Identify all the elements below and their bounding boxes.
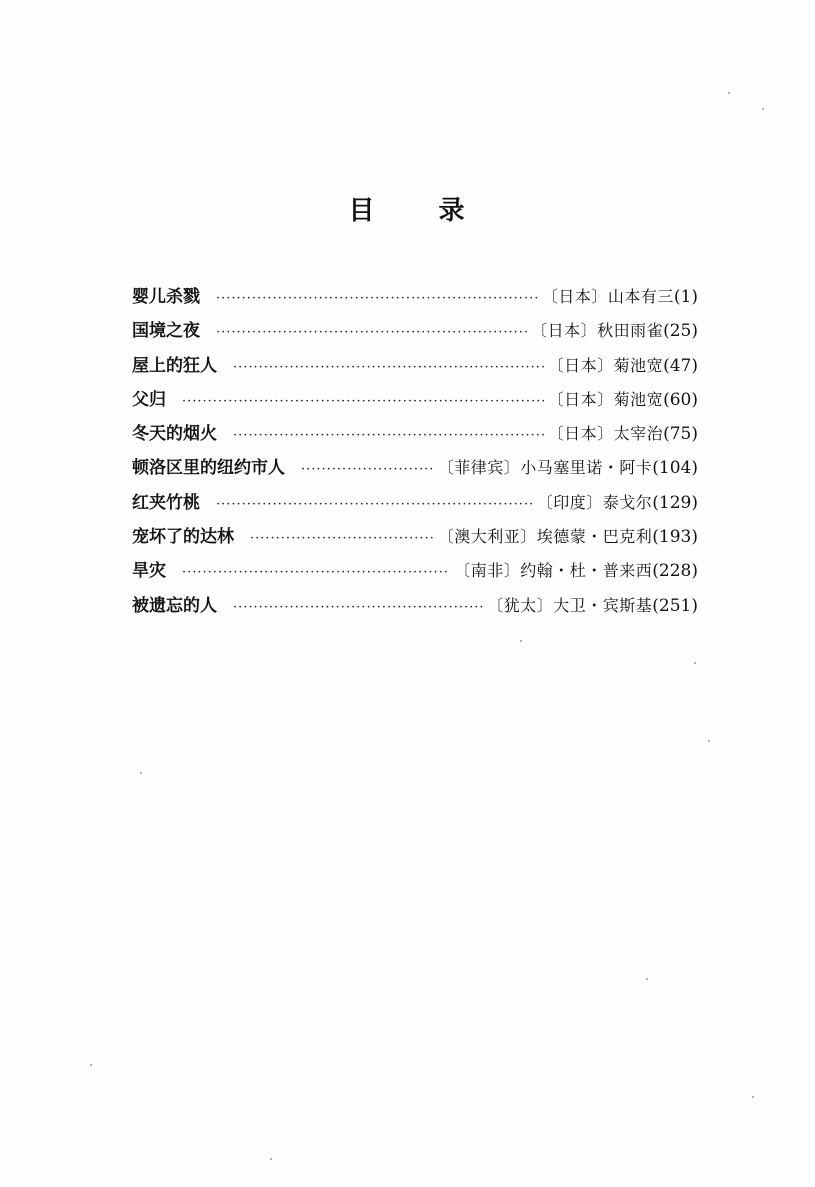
toc-entry-author: 〔日本〕菊池宽 — [547, 355, 664, 375]
table-of-contents — [132, 283, 698, 626]
toc-entry-author: 〔菲律宾〕小马塞里诺・阿卡 — [437, 458, 653, 478]
toc-leader-dots — [233, 422, 544, 450]
scan-speck — [520, 640, 522, 642]
toc-entry-title: 被遗忘的人 — [132, 595, 217, 616]
toc-entry-author: 〔日本〕菊池宽 — [547, 389, 664, 409]
toc-entry-author: 〔日本〕秋田雨雀 — [531, 321, 664, 341]
toc-entry[interactable] — [132, 283, 698, 317]
scan-speck — [728, 92, 730, 94]
toc-leader-dots — [233, 354, 544, 382]
toc-entry-page: (193) — [652, 527, 698, 548]
toc-entry-author: 〔南非〕约翰・杜・普来西 — [454, 561, 653, 581]
toc-entry-title: 宠坏了的达林 — [132, 527, 234, 548]
scan-speck — [694, 662, 696, 664]
scan-speck — [752, 1096, 754, 1098]
title-char-right: 录 — [438, 196, 467, 226]
toc-leader-dots — [301, 456, 434, 484]
scan-speck — [270, 1158, 272, 1160]
toc-entry-page: (251) — [652, 595, 698, 616]
toc-leader-dots — [216, 285, 538, 313]
toc-entry-page: (1) — [673, 287, 698, 307]
toc-entry[interactable] — [132, 420, 698, 454]
toc-entry-author: 〔日本〕太宰治 — [547, 424, 664, 444]
toc-entry-title: 旱灾 — [132, 561, 166, 582]
toc-entry[interactable] — [132, 557, 698, 591]
toc-entry[interactable] — [132, 592, 698, 626]
toc-entry-title: 冬天的烟火 — [132, 424, 217, 445]
toc-entry[interactable] — [132, 489, 698, 523]
toc-entry[interactable] — [132, 523, 698, 557]
toc-entry-title: 父归 — [132, 389, 166, 410]
scan-speck — [140, 772, 142, 774]
toc-entry-author: 〔犹太〕大卫・宾斯基 — [487, 595, 653, 615]
toc-entry-page: (60) — [663, 389, 698, 410]
toc-entry-page: (25) — [663, 321, 698, 342]
toc-entry-page: (75) — [663, 424, 698, 445]
toc-entry-author: 〔澳大利亚〕埃德蒙・巴克利 — [437, 527, 653, 547]
toc-leader-dots — [182, 559, 450, 587]
toc-entry-title: 顿洛区里的纽约市人 — [132, 458, 285, 479]
toc-leader-dots — [233, 594, 483, 622]
title-char-left: 目 — [348, 196, 377, 226]
toc-leader-dots — [250, 525, 434, 553]
scan-speck — [708, 740, 710, 742]
toc-entry-page: (129) — [652, 492, 698, 513]
toc-entry-title: 国境之夜 — [132, 321, 200, 342]
toc-entry[interactable] — [132, 352, 698, 386]
toc-leader-dots — [216, 319, 527, 347]
toc-entry-page: (104) — [652, 458, 698, 479]
toc-entry-author: 〔印度〕泰戈尔 — [536, 492, 653, 512]
toc-entry-title: 红夹竹桃 — [132, 492, 200, 513]
toc-entry-author: 〔日本〕山本有三 — [541, 287, 674, 306]
toc-entry-title: 屋上的狂人 — [132, 355, 217, 376]
toc-entry-page: (47) — [663, 355, 698, 376]
page-title — [0, 190, 815, 227]
scan-speck — [646, 978, 648, 980]
scan-speck — [90, 1064, 92, 1066]
toc-leader-dots — [182, 388, 544, 416]
toc-leader-dots — [216, 491, 533, 519]
toc-entry[interactable] — [132, 317, 698, 351]
toc-entry[interactable] — [132, 386, 698, 420]
scan-speck — [762, 108, 764, 110]
toc-entry[interactable] — [132, 454, 698, 488]
toc-entry-title: 婴儿杀戮 — [132, 287, 200, 307]
toc-entry-page: (228) — [652, 561, 698, 582]
